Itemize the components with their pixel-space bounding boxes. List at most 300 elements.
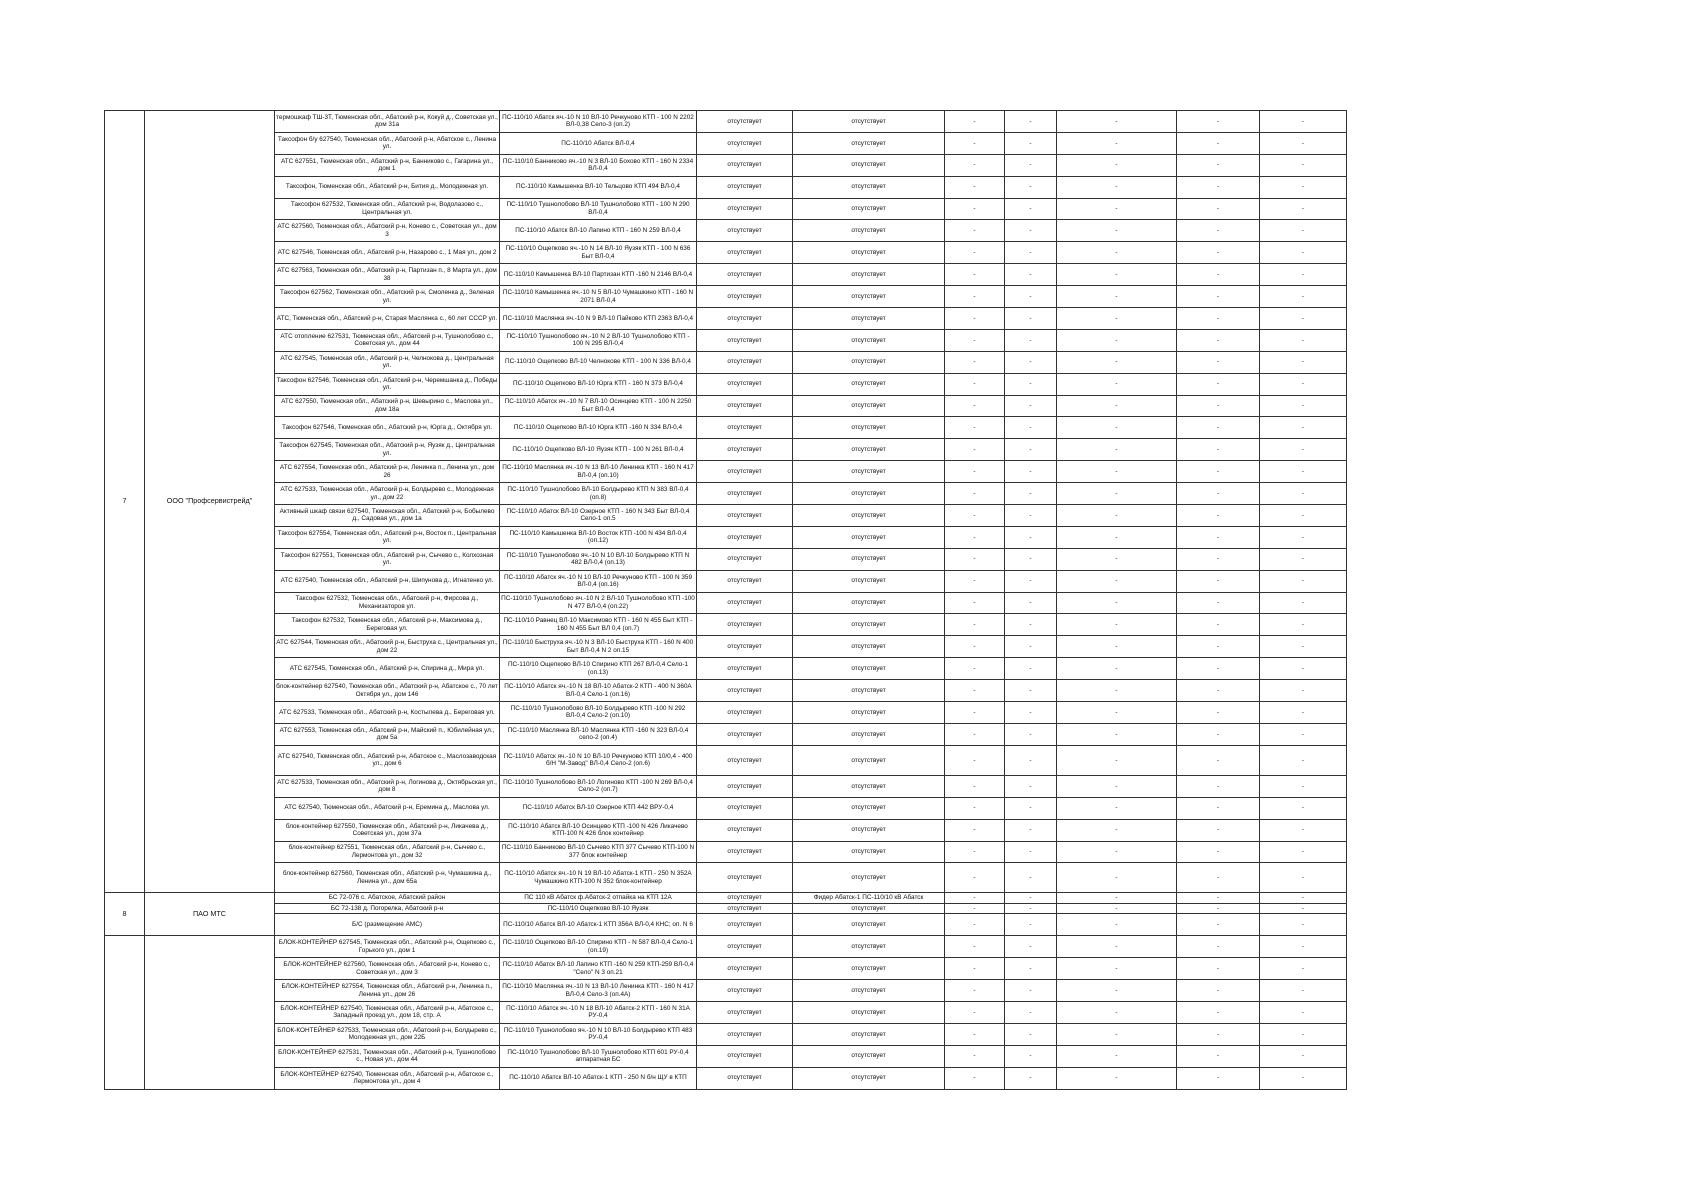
status-cell: отсутствует: [697, 745, 793, 775]
table-row: [105, 264, 1347, 286]
dash-cell: -: [1260, 702, 1347, 724]
dash-cell: -: [1260, 417, 1347, 439]
dash-cell: -: [1177, 505, 1260, 527]
dash-cell: -: [945, 797, 1005, 819]
dash-cell: -: [1260, 903, 1347, 914]
supply-line: ПС-110/10 Камышенка ВЛ-10 Тельцово КТП 494 ВЛ-0,4: [500, 176, 697, 198]
dash-cell: -: [945, 548, 1005, 570]
dash-cell: -: [1057, 242, 1177, 264]
supply-line: ПС-110/10 Маслянка ВЛ-10 Маслянка КТП -160 N 323 ВЛ-0,4 село-2 (оп.4): [500, 723, 697, 745]
object-address: АТС, Тюменская обл., Абатский р-н, Старая Маслянка с., 60 лет СССР ул.: [275, 308, 500, 330]
dash-cell: -: [1260, 841, 1347, 863]
status-cell: отсутствует: [697, 329, 793, 351]
dash-cell: -: [1057, 745, 1177, 775]
dash-cell: -: [1005, 702, 1057, 724]
dash-cell: -: [1057, 373, 1177, 395]
supply-line: ПС-110/10 Равнец ВЛ-10 Максимово КТП - 160 N 455 Быт КТП - 160 N 455 Быт ВЛ 0,4 (оп.7): [500, 614, 697, 636]
object-address: БЛОК-КОНТЕЙНЕР 627531, Тюменская обл., Абатский р-н, Тушнолобово с., Новая ул., дом 44: [275, 1045, 500, 1067]
dash-cell: -: [1260, 863, 1347, 893]
reserve-cell: отсутствует: [793, 264, 945, 286]
dash-cell: -: [1177, 154, 1260, 176]
dash-cell: -: [1260, 819, 1347, 841]
status-cell: отсутствует: [697, 614, 793, 636]
object-address: Таксофон 627532, Тюменская обл., Абатский р-н, Максимова д., Береговая ул.: [275, 614, 500, 636]
dash-cell: -: [1260, 1023, 1347, 1045]
dash-cell: -: [945, 242, 1005, 264]
reserve-cell: отсутствует: [793, 819, 945, 841]
dash-cell: -: [1177, 958, 1260, 980]
dash-cell: -: [1057, 220, 1177, 242]
dash-cell: -: [1057, 395, 1177, 417]
supply-line: ПС-110/10 Тушнолобово ВЛ-10 Тушнолобово КТП - 100 N 290 ВЛ-0,4: [500, 198, 697, 220]
dash-cell: -: [1177, 286, 1260, 308]
dash-cell: -: [1057, 841, 1177, 863]
dash-cell: -: [1005, 132, 1057, 154]
dash-cell: -: [1260, 505, 1347, 527]
object-address: АТС 627533, Тюменская обл., Абатский р-н, Болдырево с., Молодежная ул., дом 22: [275, 483, 500, 505]
object-address: БЛОК-КОНТЕЙНЕР 627554, Тюменская обл., Абатский р-н, Ленинка п., Ленина ул., дом 26: [275, 980, 500, 1002]
object-address: термошкаф ТШ-3Т, Тюменская обл., Абатский р-н, Кокуй д., Советская ул., дом 31а: [275, 111, 500, 133]
reserve-cell: отсутствует: [793, 308, 945, 330]
dash-cell: -: [1260, 461, 1347, 483]
object-address: Таксофон 627562, Тюменская обл., Абатский р-н, Смоленка д., Зеленая ул.: [275, 286, 500, 308]
dash-cell: -: [945, 505, 1005, 527]
dash-cell: -: [1260, 351, 1347, 373]
object-address: АТС 627540, Тюменская обл., Абатский р-н, Абатское с., Маслозаводская ул., дом 6: [275, 745, 500, 775]
dash-cell: -: [945, 903, 1005, 914]
dash-cell: -: [1057, 592, 1177, 614]
dash-cell: -: [1177, 658, 1260, 680]
dash-cell: -: [1057, 702, 1177, 724]
dash-cell: -: [945, 1045, 1005, 1067]
dash-cell: -: [1005, 395, 1057, 417]
dash-cell: -: [945, 775, 1005, 797]
supply-line: ПС-110/10 Ощепково яч.-10 N 14 ВЛ-10 Яузяк КТП - 100 N 636 Быт ВЛ-0,4: [500, 242, 697, 264]
dash-cell: -: [1177, 242, 1260, 264]
dash-cell: -: [1260, 636, 1347, 658]
table-row: [105, 980, 1347, 1002]
dash-cell: -: [1177, 614, 1260, 636]
table-row: [105, 893, 1347, 904]
table-row: [105, 176, 1347, 198]
object-address: Таксофон 627554, Тюменская обл., Абатский р-н, Восток п., Центральная ул.: [275, 526, 500, 548]
supply-line: ПС-110/10 Быструха яч.-10 N 3 ВЛ-10 Быструха КТП - 160 N 400 Быт ВЛ-0,4 N 2 оп.15: [500, 636, 697, 658]
status-cell: отсутствует: [697, 111, 793, 133]
dash-cell: -: [945, 592, 1005, 614]
dash-cell: -: [1260, 286, 1347, 308]
object-address: Активный шкаф связи 627540, Тюменская обл., Абатский р-н, Бобылево д., Садовая ул., дом 1а: [275, 505, 500, 527]
supply-line: ПС-110/10 Банниково ВЛ-10 Сычево КТП 377 Сычево КТП-100 N 377 блок контейнер: [500, 841, 697, 863]
dash-cell: -: [1005, 841, 1057, 863]
object-address: Таксофон 627532, Тюменская обл., Абатский р-н, Фирсова д., Механизаторов ул.: [275, 592, 500, 614]
reserve-cell: отсутствует: [793, 329, 945, 351]
supply-line: ПС-110/10 Ощепково ВЛ-10 Яузяк КТП - 100 N 261 ВЛ-0,4: [500, 439, 697, 461]
status-cell: отсутствует: [697, 958, 793, 980]
dash-cell: -: [1057, 198, 1177, 220]
dash-cell: -: [1005, 111, 1057, 133]
table-row: [105, 680, 1347, 702]
dash-cell: -: [945, 373, 1005, 395]
table-row: [105, 570, 1347, 592]
dash-cell: -: [1005, 1001, 1057, 1023]
dash-cell: -: [1005, 439, 1057, 461]
supply-line: ПС-110/10 Тушнолобово ВЛ-10 Тушнолобово КТП 601 РУ-0,4 аппаратная БС: [500, 1045, 697, 1067]
reserve-cell: отсутствует: [793, 154, 945, 176]
dash-cell: -: [1005, 980, 1057, 1002]
dash-cell: -: [1057, 439, 1177, 461]
object-address: Таксофон 627546, Тюменская обл., Абатский р-н, Юрга д., Октября ул.: [275, 417, 500, 439]
supply-line: ПС-110/10 Абатск ВЛ-10 Абатск-1 КТП 356А ВЛ-0,4 КНС; оп. N 6: [500, 914, 697, 936]
reserve-cell: отсутствует: [793, 636, 945, 658]
table-row: [105, 797, 1347, 819]
dash-cell: -: [945, 636, 1005, 658]
dash-cell: -: [1057, 1067, 1177, 1089]
table-row: [105, 658, 1347, 680]
dash-cell: -: [1057, 680, 1177, 702]
reserve-cell: отсутствует: [793, 658, 945, 680]
group-number: [105, 936, 145, 1089]
reserve-cell: отсутствует: [793, 958, 945, 980]
dash-cell: -: [945, 111, 1005, 133]
status-cell: отсутствует: [697, 980, 793, 1002]
table-row: [105, 745, 1347, 775]
supply-line: ПС-110/10 Тушнолобово яч.-10 N 10 ВЛ-10 Болдырево КТП N 482 ВЛ-0,4 (оп.13): [500, 548, 697, 570]
supply-line: ПС-110/10 Абатск ВЛ-10 Абатск-1 КТП - 250 N б/н ЩУ в КТП: [500, 1067, 697, 1089]
table-row: [105, 351, 1347, 373]
dash-cell: -: [945, 461, 1005, 483]
dash-cell: -: [1177, 220, 1260, 242]
reserve-cell: отсутствует: [793, 198, 945, 220]
supply-line: ПС-110/10 Абатск яч.-10 N 18 ВЛ-10 Абатск-2 КТП - 160 N 31А РУ-0,4: [500, 1001, 697, 1023]
supply-line: ПС 110 кВ Абатск ф.Абатск-2 отпайка на КТП 12А: [500, 893, 697, 904]
dash-cell: -: [945, 395, 1005, 417]
dash-cell: -: [1260, 329, 1347, 351]
supply-line: ПС-110/10 Абатск ВЛ-0,4: [500, 132, 697, 154]
dash-cell: -: [1005, 308, 1057, 330]
dash-cell: -: [1005, 903, 1057, 914]
dash-cell: -: [1177, 723, 1260, 745]
dash-cell: -: [945, 198, 1005, 220]
status-cell: отсутствует: [697, 154, 793, 176]
reserve-cell: отсутствует: [793, 395, 945, 417]
dash-cell: -: [1057, 914, 1177, 936]
dash-cell: -: [1177, 461, 1260, 483]
reserve-cell: отсутствует: [793, 176, 945, 198]
dash-cell: -: [1005, 592, 1057, 614]
reserve-cell: отсутствует: [793, 220, 945, 242]
dash-cell: -: [1057, 903, 1177, 914]
dash-cell: -: [1260, 658, 1347, 680]
supply-line: ПС-110/10 Абатск ВЛ-10 Лапино КТП - 160 N 259 ВЛ-0,4: [500, 220, 697, 242]
supply-line: ПС-110/10 Абатск ВЛ-10 Лапино КТП -160 N 259 КТП-259 ВЛ-0,4 "Село" N 3 оп.21: [500, 958, 697, 980]
table-row: [105, 198, 1347, 220]
reserve-cell: отсутствует: [793, 745, 945, 775]
dash-cell: -: [1260, 526, 1347, 548]
dash-cell: -: [1005, 680, 1057, 702]
dash-cell: -: [1260, 264, 1347, 286]
dash-cell: -: [1177, 893, 1260, 904]
dash-cell: -: [1057, 111, 1177, 133]
status-cell: отсутствует: [697, 592, 793, 614]
dash-cell: -: [1005, 505, 1057, 527]
object-address: блок-контейнер 627540, Тюменская обл., Абатский р-н, Абатское с., 70 лет Октября ул., дом 146: [275, 680, 500, 702]
dash-cell: -: [1057, 1023, 1177, 1045]
reserve-cell: отсутствует: [793, 111, 945, 133]
object-address: БС 72-076 с. Абатское, Абатский район: [275, 893, 500, 904]
supply-line: ПС-110/10 Абатск яч.-10 N 10 ВЛ-10 Речкуново КТП - 100 N 359 ВЛ-0,4 (оп.16): [500, 570, 697, 592]
object-address: БЛОК-КОНТЕЙНЕР 627540, Тюменская обл., Абатский р-н, Абатское с., Западный проезд ул., дом 18, стр. А: [275, 1001, 500, 1023]
table-row: [105, 154, 1347, 176]
status-cell: отсутствует: [697, 461, 793, 483]
dash-cell: -: [1005, 220, 1057, 242]
status-cell: отсутствует: [697, 483, 793, 505]
dash-cell: -: [1057, 723, 1177, 745]
dash-cell: -: [1260, 936, 1347, 958]
table-row: [105, 286, 1347, 308]
dash-cell: -: [1260, 980, 1347, 1002]
dash-cell: -: [1005, 1067, 1057, 1089]
dash-cell: -: [1177, 636, 1260, 658]
supply-line: ПС-110/10 Ощепково ВЛ-10 Юрга КТП - 160 N 373 ВЛ-0,4: [500, 373, 697, 395]
status-cell: отсутствует: [697, 351, 793, 373]
dash-cell: -: [1177, 903, 1260, 914]
table-row: [105, 439, 1347, 461]
dash-cell: -: [1005, 264, 1057, 286]
dash-cell: -: [1057, 819, 1177, 841]
reserve-cell: отсутствует: [793, 841, 945, 863]
supply-line: ПС-110/10 Абатск ВЛ-10 Осинцево КТП -100 N 426 Ликачево КТП-100 N 426 блок контейнер: [500, 819, 697, 841]
object-address: Таксофон 627546, Тюменская обл., Абатский р-н, Черемшанка д., Победы ул.: [275, 373, 500, 395]
status-cell: отсутствует: [697, 903, 793, 914]
reserve-cell: отсутствует: [793, 614, 945, 636]
dash-cell: -: [1057, 505, 1177, 527]
dash-cell: -: [1260, 439, 1347, 461]
dash-cell: -: [1005, 1045, 1057, 1067]
reserve-cell: отсутствует: [793, 548, 945, 570]
table-row: [105, 1067, 1347, 1089]
object-address: Таксофон 627545, Тюменская обл., Абатский р-н, Яузяк д., Центральная ул.: [275, 439, 500, 461]
table-row: [105, 395, 1347, 417]
dash-cell: -: [1260, 308, 1347, 330]
dash-cell: -: [1057, 526, 1177, 548]
dash-cell: -: [1177, 592, 1260, 614]
dash-cell: -: [1260, 395, 1347, 417]
table-row: [105, 242, 1347, 264]
supply-line: ПС-110/10 Абатск яч.-10 N 10 ВЛ-10 Речкуново КТП 10/0,4 - 400 б/Н "М-Завод" ВЛ-0,4 Село-2 (оп.6): [500, 745, 697, 775]
reserve-cell: отсутствует: [793, 914, 945, 936]
organization-name: ПАО МТС: [145, 893, 275, 936]
dash-cell: -: [1177, 914, 1260, 936]
dash-cell: -: [1260, 775, 1347, 797]
table-row: [105, 417, 1347, 439]
supply-line: ПС-110/10 Тушнолобово ВЛ-10 Болдырево КТП N 383 ВЛ-0,4 (оп.8): [500, 483, 697, 505]
table-row: [105, 526, 1347, 548]
dash-cell: -: [1005, 1023, 1057, 1045]
table-row: [105, 329, 1347, 351]
supply-line: ПС-110/10 Абатск яч.-10 N 10 ВЛ-10 Речкуново КТП - 100 N 2202 ВЛ-0,38 Село-3 (оп.2): [500, 111, 697, 133]
organization-name: ООО "Профсервистрейд": [145, 111, 275, 893]
reserve-cell: отсутствует: [793, 439, 945, 461]
table-row: [105, 548, 1347, 570]
status-cell: отсутствует: [697, 797, 793, 819]
dash-cell: -: [945, 570, 1005, 592]
table-row: [105, 592, 1347, 614]
dash-cell: -: [1177, 176, 1260, 198]
status-cell: отсутствует: [697, 176, 793, 198]
dash-cell: -: [1260, 680, 1347, 702]
dash-cell: -: [1260, 483, 1347, 505]
dash-cell: -: [945, 1001, 1005, 1023]
status-cell: отсутствует: [697, 198, 793, 220]
dash-cell: -: [945, 286, 1005, 308]
dash-cell: -: [945, 329, 1005, 351]
object-address: АТС 627550, Тюменская обл., Абатский р-н, Шевырино с., Маслова ул., дом 18а: [275, 395, 500, 417]
dash-cell: -: [1057, 1001, 1177, 1023]
status-cell: отсутствует: [697, 636, 793, 658]
status-cell: отсутствует: [697, 505, 793, 527]
dash-cell: -: [1005, 614, 1057, 636]
dash-cell: -: [1057, 797, 1177, 819]
object-address: АТС 627553, Тюменская обл., Абатский р-н, Майский п., Юбилейная ул., дом 5а: [275, 723, 500, 745]
dash-cell: -: [1177, 1067, 1260, 1089]
supply-line: ПС-110/10 Тушнолобово яч.-10 N 10 ВЛ-10 Болдырево КТП 483 РУ-0,4: [500, 1023, 697, 1045]
dash-cell: -: [1177, 198, 1260, 220]
table-row: [105, 132, 1347, 154]
object-address: БС 72-138 д. Погорелка, Абатский р-н: [275, 903, 500, 914]
dash-cell: -: [1177, 1023, 1260, 1045]
status-cell: отсутствует: [697, 702, 793, 724]
dash-cell: -: [1005, 636, 1057, 658]
dash-cell: -: [1005, 242, 1057, 264]
status-cell: отсутствует: [697, 286, 793, 308]
supply-line: ПС-110/10 Тушнолобово ВЛ-10 Болдырево КТП -100 N 292 ВЛ-0,4 Село-2 (оп.10): [500, 702, 697, 724]
dash-cell: -: [1177, 936, 1260, 958]
dash-cell: -: [1005, 723, 1057, 745]
object-address: блок-контейнер 627560, Тюменская обл., Абатский р-н, Чумашкина д., Ленина ул., дом 65а: [275, 863, 500, 893]
dash-cell: -: [1005, 863, 1057, 893]
object-address: БЛОК-КОНТЕЙНЕР 627533, Тюменская обл., Абатский р-н, Болдырево с., Молодежная ул., дом 22Б: [275, 1023, 500, 1045]
dash-cell: -: [1177, 841, 1260, 863]
object-address: АТС 627551, Тюменская обл., Абатский р-н, Банниково с., Гагарина ул., дом 1: [275, 154, 500, 176]
dash-cell: -: [1005, 819, 1057, 841]
dash-cell: -: [945, 526, 1005, 548]
status-cell: отсутствует: [697, 914, 793, 936]
supply-line: ПС-110/10 Банниково яч.-10 N 3 ВЛ-10 Бохово КТП - 160 N 2334 ВЛ-0,4: [500, 154, 697, 176]
table-row: [105, 723, 1347, 745]
supply-line: ПС-110/10 Ощепково ВЛ-10 Яузяк: [500, 903, 697, 914]
table-row: [105, 914, 1347, 936]
dash-cell: -: [1057, 176, 1177, 198]
dash-cell: -: [1005, 373, 1057, 395]
dash-cell: -: [1057, 264, 1177, 286]
table-row: [105, 220, 1347, 242]
supply-line: ПС-110/10 Ощепково ВЛ-10 Челнокове КТП - 100 N 336 ВЛ-0,4: [500, 351, 697, 373]
object-address: БЛОК-КОНТЕЙНЕР 627545, Тюменская обл., Абатский р-н, Ощепково с., Горького ул., дом 1: [275, 936, 500, 958]
dash-cell: -: [1005, 658, 1057, 680]
status-cell: отсутствует: [697, 439, 793, 461]
dash-cell: -: [945, 914, 1005, 936]
dash-cell: -: [1057, 308, 1177, 330]
supply-line: ПС-110/10 Маслянка яч.-10 N 13 ВЛ-10 Ленинка КТП - 160 N 417 ВЛ-0,4 (оп.10): [500, 461, 697, 483]
reserve-cell: отсутствует: [793, 132, 945, 154]
status-cell: отсутствует: [697, 936, 793, 958]
supply-line: ПС-110/10 Камышенка яч.-10 N 5 ВЛ-10 Чумашкино КТП - 160 N 2071 ВЛ-0,4: [500, 286, 697, 308]
dash-cell: -: [1005, 570, 1057, 592]
dash-cell: -: [1260, 592, 1347, 614]
reserve-cell: отсутствует: [793, 373, 945, 395]
reserve-cell: отсутствует: [793, 936, 945, 958]
supply-line: ПС-110/10 Маслянка яч.-10 N 9 ВЛ-10 Пайково КТП 2363 ВЛ-0,4: [500, 308, 697, 330]
supply-line: ПС-110/10 Тушнолобово ВЛ-10 Логиново КТП -100 N 269 ВЛ-0,4 Село-2 (оп.7): [500, 775, 697, 797]
dash-cell: -: [1057, 775, 1177, 797]
dash-cell: -: [1005, 936, 1057, 958]
dash-cell: -: [945, 220, 1005, 242]
reserve-cell: отсутствует: [793, 797, 945, 819]
dash-cell: -: [1005, 958, 1057, 980]
supply-line: ПС-110/10 Маслянка яч.-10 N 13 ВЛ-10 Ленинка КТП - 160 N 417 ВЛ-0,4 Село-3 (оп.4А): [500, 980, 697, 1002]
status-cell: отсутствует: [697, 220, 793, 242]
object-address: АТС 627554, Тюменская обл., Абатский р-н, Ленинка п., Ленина ул., дом 26: [275, 461, 500, 483]
dash-cell: -: [1057, 980, 1177, 1002]
dash-cell: -: [1177, 264, 1260, 286]
status-cell: отсутствует: [697, 680, 793, 702]
status-cell: отсутствует: [697, 417, 793, 439]
dash-cell: -: [945, 417, 1005, 439]
table-row: [105, 775, 1347, 797]
status-cell: отсутствует: [697, 893, 793, 904]
status-cell: отсутствует: [697, 570, 793, 592]
dash-cell: -: [945, 863, 1005, 893]
dash-cell: -: [945, 154, 1005, 176]
status-cell: отсутствует: [697, 264, 793, 286]
supply-line: ПС-110/10 Абатск яч.-10 N 7 ВЛ-10 Осинцево КТП - 100 N 2250 Быт ВЛ-0,4: [500, 395, 697, 417]
status-cell: отсутствует: [697, 723, 793, 745]
reserve-cell: отсутствует: [793, 1067, 945, 1089]
status-cell: отсутствует: [697, 658, 793, 680]
table-row: [105, 636, 1347, 658]
table-row: [105, 958, 1347, 980]
registry-table: [104, 110, 1347, 1090]
status-cell: отсутствует: [697, 1045, 793, 1067]
dash-cell: -: [945, 958, 1005, 980]
dash-cell: -: [1177, 819, 1260, 841]
dash-cell: -: [1260, 176, 1347, 198]
status-cell: отсутствует: [697, 775, 793, 797]
dash-cell: -: [1057, 570, 1177, 592]
dash-cell: -: [945, 936, 1005, 958]
group-number: 7: [105, 111, 145, 893]
dash-cell: -: [1057, 132, 1177, 154]
table-row: [105, 819, 1347, 841]
dash-cell: -: [945, 351, 1005, 373]
reserve-cell: отсутствует: [793, 286, 945, 308]
dash-cell: -: [1260, 958, 1347, 980]
dash-cell: -: [945, 439, 1005, 461]
reserve-cell: отсутствует: [793, 680, 945, 702]
dash-cell: -: [1177, 702, 1260, 724]
dash-cell: -: [1260, 614, 1347, 636]
dash-cell: -: [1057, 329, 1177, 351]
dash-cell: -: [1260, 154, 1347, 176]
dash-cell: -: [1260, 111, 1347, 133]
reserve-cell: отсутствует: [793, 592, 945, 614]
dash-cell: -: [1057, 863, 1177, 893]
dash-cell: -: [1260, 132, 1347, 154]
dash-cell: -: [945, 702, 1005, 724]
status-cell: отсутствует: [697, 1067, 793, 1089]
dash-cell: -: [1057, 286, 1177, 308]
dash-cell: -: [1005, 176, 1057, 198]
